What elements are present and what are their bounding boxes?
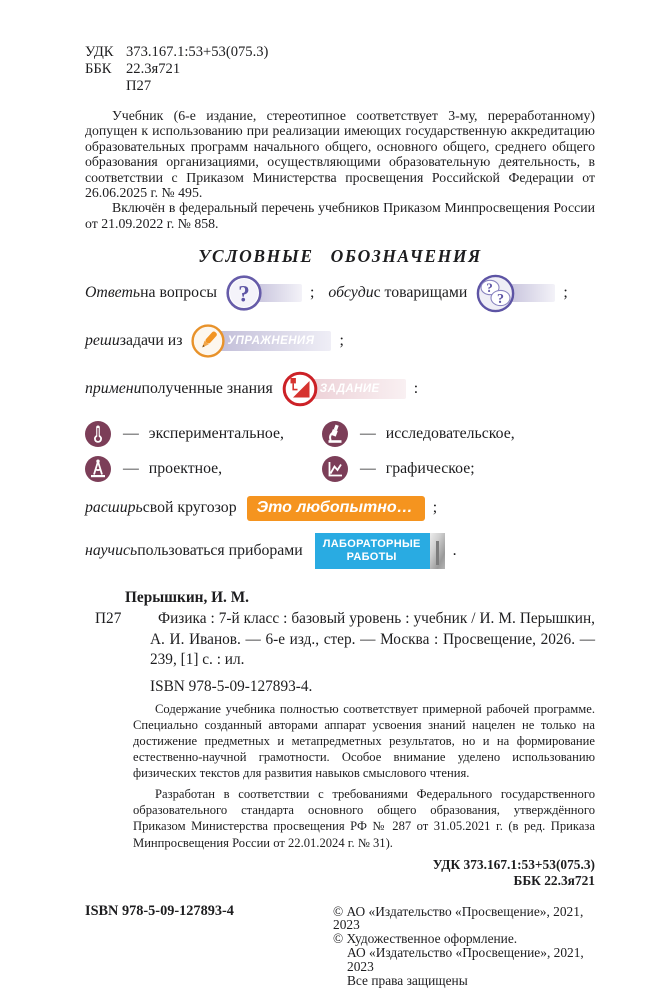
footer-isbn: ISBN 978-5-09-127893-4 xyxy=(85,902,234,919)
svg-text:?: ? xyxy=(486,279,494,295)
separator: ; xyxy=(563,284,568,302)
copyright-block xyxy=(333,905,595,988)
separator: . xyxy=(452,542,457,560)
svg-text:?: ? xyxy=(238,281,250,307)
type-label: экспериментальное, xyxy=(148,425,284,443)
udk-line xyxy=(85,44,595,61)
legend-text-broaden: свой кругозор xyxy=(142,499,237,517)
legend-text-apply: полученные знания xyxy=(141,380,273,398)
bbk-label: ББК xyxy=(85,61,112,77)
legend-row-labworks xyxy=(85,529,595,573)
labworks-banner xyxy=(315,533,445,569)
legend-verb-learn: научись xyxy=(85,542,138,560)
bib-entry xyxy=(95,609,595,671)
legend-discussion-group xyxy=(328,273,567,314)
federal-list-paragraph: Включён в федеральный перечень учебников Приказом Минпросвещения России от 21.09.2022 г. № 858. xyxy=(85,200,595,231)
svg-text:?: ? xyxy=(497,291,505,307)
thermometer-badge-icon xyxy=(85,421,111,447)
legend-verb-apply: примени xyxy=(85,380,142,398)
bib-entry-text: Физика : 7-й класс : базовый уровень : учебник / И. М. Перышкин, А. И. Иванов. — 6-е изд., стер. — Москва : Просвещение, 2026. — 239, [1] с. : ил. xyxy=(150,610,595,669)
legend-text-discuss: с товарищами xyxy=(373,284,468,302)
flag-triangle-circle-icon xyxy=(281,370,319,408)
footer xyxy=(85,902,595,988)
copyright-line: Все права защищены xyxy=(347,972,468,988)
legend-verb-answer: Ответь xyxy=(85,284,141,302)
type-research xyxy=(322,421,595,447)
lab-device-photo xyxy=(430,533,445,569)
type-label: графическое; xyxy=(385,460,475,478)
separator: ; xyxy=(339,332,344,350)
exercises-banner: УПРАЖНЕНИЯ xyxy=(219,331,331,351)
task-banner: ЗАДАНИЕ xyxy=(312,379,406,399)
legend-text-solve: задачи из xyxy=(119,332,183,350)
legend-row-exercises xyxy=(85,319,595,363)
copyright-line: © АО «Издательство «Просвещение», 2021, 2023 xyxy=(333,903,584,933)
type-label: проектное, xyxy=(148,460,223,478)
curious-banner: Это любопытно… xyxy=(247,496,425,521)
udk-label: УДК xyxy=(85,44,114,60)
dash: — xyxy=(360,460,376,478)
exercises-ribbon xyxy=(190,323,331,359)
book-code: П27 xyxy=(126,78,152,94)
dash: — xyxy=(123,425,139,443)
bbk-bottom: ББК 22.3я721 xyxy=(513,872,595,888)
task-ribbon xyxy=(281,370,406,408)
separator: : xyxy=(413,380,419,398)
separator: ; xyxy=(310,284,315,302)
microscope-badge-icon xyxy=(322,421,348,447)
bbk-line xyxy=(85,61,595,78)
udk-bottom: УДК 373.167.1:53+53(075.3) xyxy=(432,856,595,872)
question-circle-icon xyxy=(225,274,263,312)
imprint-codes xyxy=(85,44,595,95)
drafting-compass-badge-icon xyxy=(85,456,111,482)
copyright-line: © Художественное оформление. xyxy=(333,931,518,947)
legend-verb-discuss: обсуди xyxy=(328,284,374,302)
copyright-line: АО «Издательство «Просвещение», 2021, 2023 xyxy=(347,945,584,974)
labworks-banner-line2: РАБОТЫ xyxy=(346,551,397,564)
legend-text-learn: пользоваться приборами xyxy=(137,542,303,560)
legend-verb-broaden: расширь xyxy=(85,499,143,517)
task-types-grid xyxy=(85,421,595,482)
annotation-paragraph-1: Содержание учебника полностью соответствует примерной рабочей программе. Специально созданный авторами аппарат усвоения знаний нацелен не только на достижение предметных и метапредметных результатов, но и на формирование естественно-научной грамотности. Особое внимание уделено использованию физических текстов для развития навыков смыслового чтения. xyxy=(133,701,595,781)
double-question-bubbles-icon xyxy=(475,273,516,314)
bibliographic-record xyxy=(85,589,595,888)
question-ribbon xyxy=(225,274,302,312)
bib-code: П27 xyxy=(95,610,122,628)
legend-row-curious xyxy=(85,491,595,525)
type-experimental xyxy=(85,421,322,447)
bbk-value: 22.3я721 xyxy=(126,61,181,77)
labworks-banner-line1: ЛАБОРАТОРНЫЕ xyxy=(322,538,421,551)
book-code-line xyxy=(85,78,595,95)
legend-row-questions xyxy=(85,271,595,315)
dash: — xyxy=(123,460,139,478)
legend-verb-solve: реши xyxy=(85,332,120,350)
discussion-ribbon xyxy=(475,273,555,314)
type-label: исследовательское, xyxy=(385,425,515,443)
legend-row-task xyxy=(85,367,595,411)
legend-text-answer: на вопросы xyxy=(140,284,218,302)
pencil-circle-icon xyxy=(190,323,226,359)
legend-title: УСЛОВНЫЕ ОБОЗНАЧЕНИЯ xyxy=(198,246,482,267)
type-project xyxy=(85,456,322,482)
graph-badge-icon xyxy=(322,456,348,482)
bib-author: Перышкин, И. М. xyxy=(125,589,249,607)
udk-bbk-block xyxy=(85,857,595,889)
separator: ; xyxy=(432,499,438,517)
approval-paragraph: Учебник (6-е издание, стереотипное соответствует 3-му, переработанному) допущен к использованию при реализации имеющих государственную аккредитацию образовательных программ начального общего, основного общего, среднего общего образования организациями, осуществляющими образовательную деятельность, в соответствии с Приказом Министерства просвещения Российской Федерации от 26.06.2025 г. № 495. xyxy=(85,108,595,201)
type-graphic xyxy=(322,456,595,482)
dash: — xyxy=(360,425,376,443)
annotation-paragraph-2: Разработан в соответствии с требованиями Федерального государственного образовательного стандарта основного общего образования, утверждённого Приказом Министерства просвещения РФ № 287 от 31.05.2021 г. (в ред. Приказа Минпросвещения России от 22.01.2024 г. № 31). xyxy=(133,787,595,850)
udk-value: 373.167.1:53+53(075.3) xyxy=(126,44,269,60)
bib-isbn: ISBN 978-5-09-127893-4. xyxy=(150,677,313,695)
